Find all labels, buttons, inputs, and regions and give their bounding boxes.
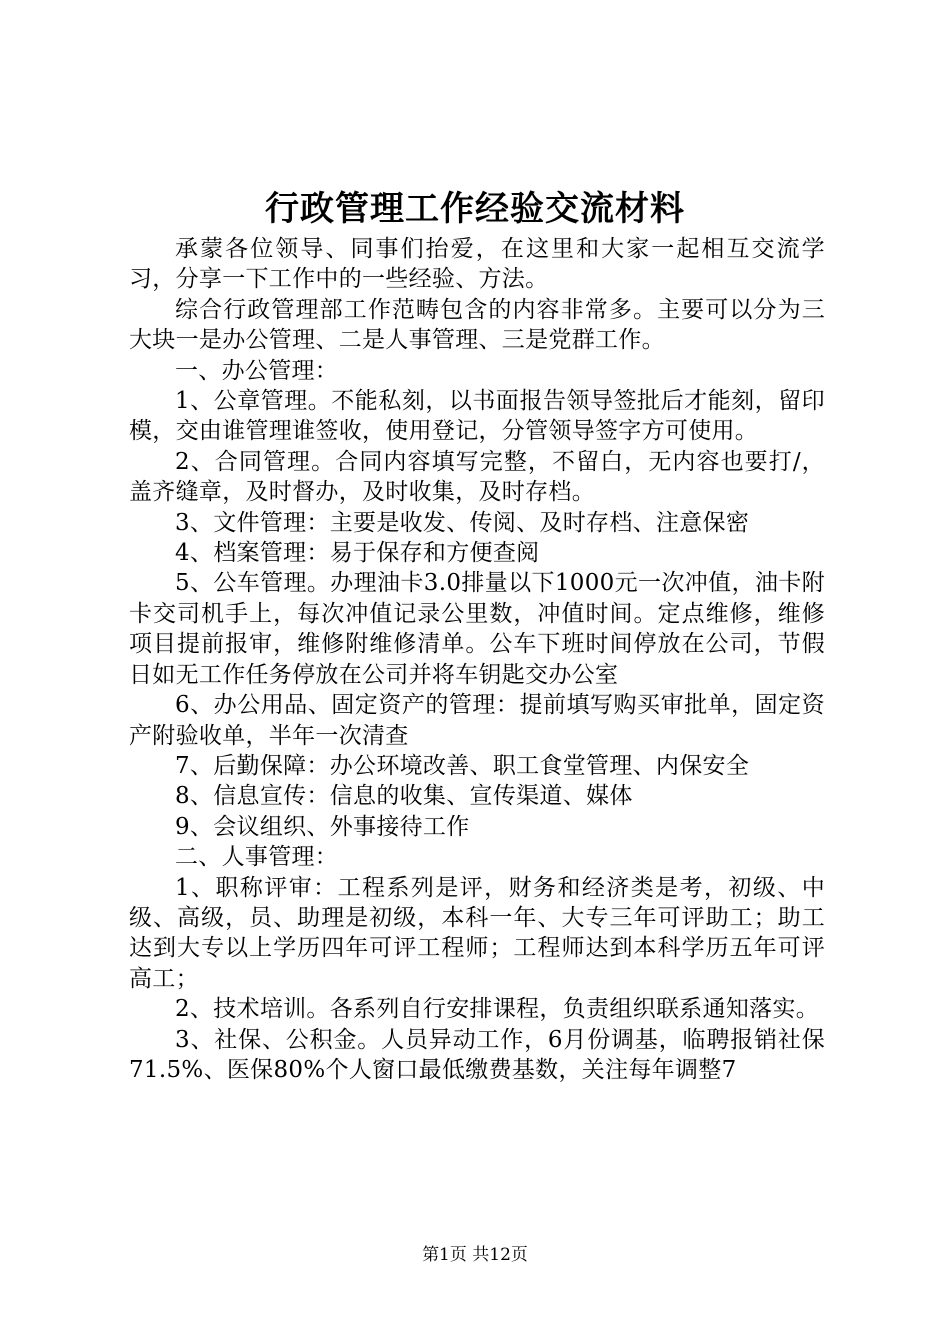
paragraph: 7、后勤保障：办公环境改善、职工食堂管理、内保安全 xyxy=(175,752,750,779)
paragraph: 综合行政管理部工作范畴包含的内容非常多。主要可以分为三大块一是办公管理、二是人事管理、三是党群工作。 xyxy=(129,296,825,354)
section-heading: 一、办公管理： xyxy=(175,357,339,384)
page-footer: 第1页 共12页 xyxy=(422,1245,528,1265)
paragraph: 8、信息宣传：信息的收集、宣传渠道、媒体 xyxy=(175,783,633,810)
paragraph: 1、公章管理。不能私刻，以书面报告领导签批后才能刻，留印模，交由谁管理谁签收，使用登记，分管领导签字方可使用。 xyxy=(129,388,825,445)
document-title: 行政管理工作经验交流材料 xyxy=(265,189,685,229)
paragraph: 6、办公用品、固定资产的管理：提前填写购买审批单，固定资产附验收单，半年一次清查 xyxy=(129,692,825,749)
paragraph: 9、会议组织、外事接待工作 xyxy=(175,813,470,840)
paragraph: 1、职称评审：工程系列是评，财务和经济类是考，初级、中级、高级，员、助理是初级，本科一年、大专三年可评助工；助工达到大专以上学历四年可评工程师；工程师达到本科学历五年可评高工； xyxy=(129,874,825,992)
paragraph: 5、公车管理。办理油卡3.0排量以下1000元一次冲值，油卡附卡交司机手上，每次冲值记录公里数，冲值时间。定点维修，维修项目提前报审，维修附维修清单。公车下班时间停放在公司，节假日如无工作任务停放在公司并将车钥匙交办公室 xyxy=(129,570,825,688)
paragraph: 3、文件管理：主要是收发、传阅、及时存档、注意保密 xyxy=(175,509,750,536)
document-body xyxy=(129,234,825,1085)
paragraph: 3、社保、公积金。人员异动工作，6月份调基，临聘报销社保71.5%、医保80%个人窗口最低缴费基数，关注每年调整7 xyxy=(129,1026,825,1083)
paragraph: 承蒙各位领导、同事们抬爱，在这里和大家一起相互交流学习，分享一下工作中的一些经验、方法。 xyxy=(129,236,825,293)
paragraph: 2、技术培训。各系列自行安排课程，负责组织联系通知落实。 xyxy=(175,996,820,1023)
section-heading: 二、人事管理： xyxy=(175,844,339,871)
paragraph: 4、档案管理：易于保存和方便查阅 xyxy=(175,540,540,567)
paragraph: 2、合同管理。合同内容填写完整，不留白，无内容也要打/，盖齐缝章，及时督办，及时收集，及时存档。 xyxy=(129,448,825,506)
